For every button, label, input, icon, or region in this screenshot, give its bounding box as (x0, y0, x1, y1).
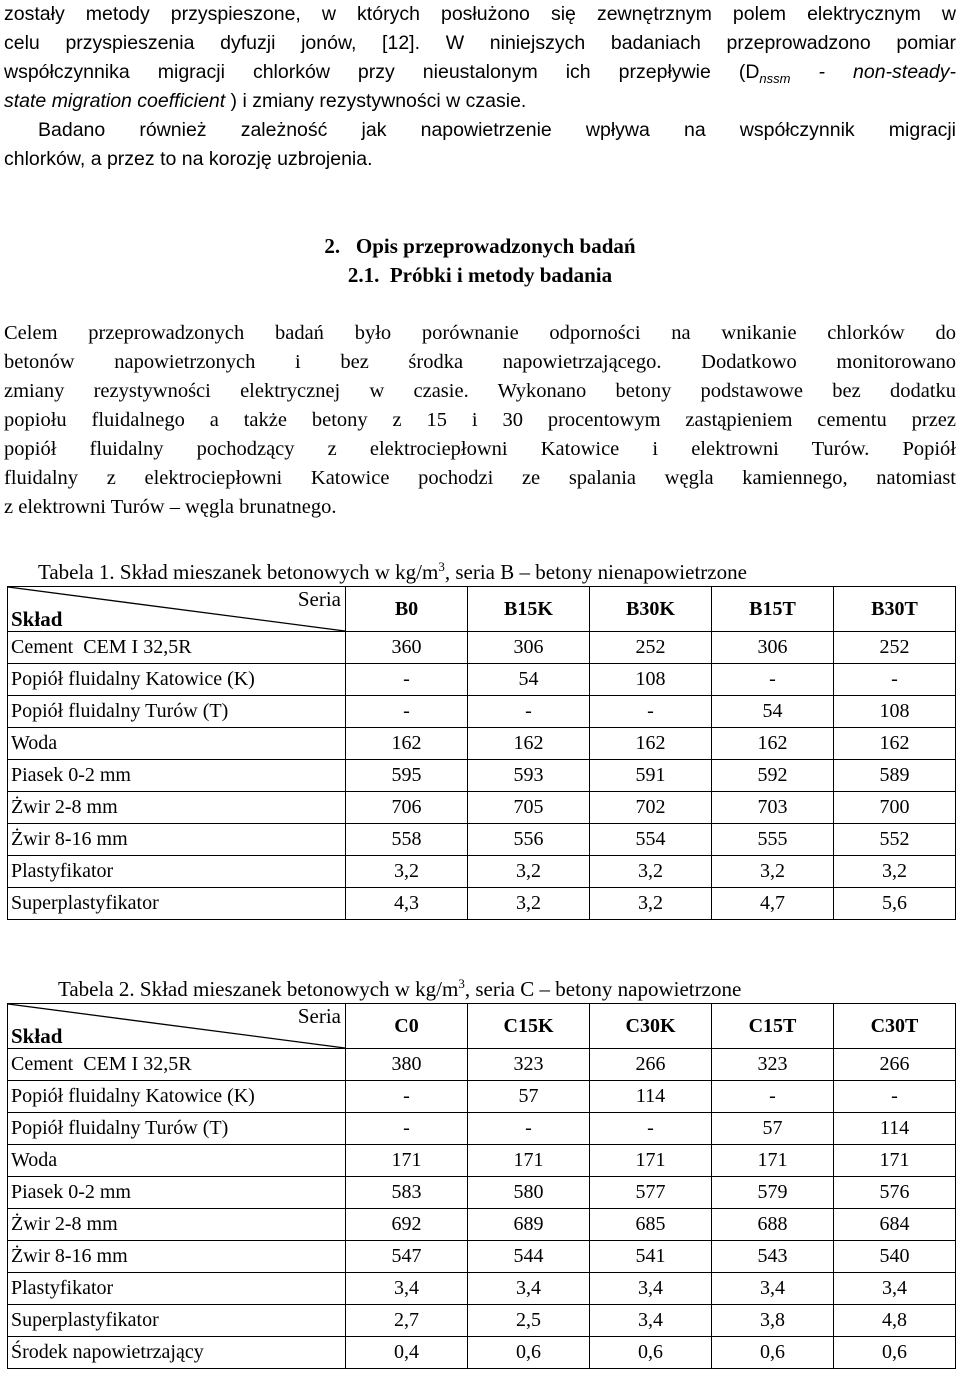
table-cell: 360 (346, 632, 468, 664)
table-cell: - (346, 1081, 468, 1113)
table-cell: 171 (468, 1145, 590, 1177)
table-corner-cell (8, 587, 346, 632)
table-header-row (8, 587, 956, 632)
column-header: C15T (712, 1004, 834, 1049)
row-label: Superplastyfikator (8, 888, 346, 920)
table-cell: 252 (590, 632, 712, 664)
table-cell: 552 (834, 824, 956, 856)
table-cell: 700 (834, 792, 956, 824)
row-label: Superplastyfikator (8, 1305, 346, 1337)
table-cell: 0,4 (346, 1337, 468, 1369)
column-header: B0 (346, 587, 468, 632)
table-row (8, 1209, 956, 1241)
table-cell: 595 (346, 760, 468, 792)
table-cell: 541 (590, 1241, 712, 1273)
table-cell: - (712, 664, 834, 696)
row-label: Woda (8, 1145, 346, 1177)
table-cell: 3,2 (834, 856, 956, 888)
table-row (8, 664, 956, 696)
intro-line: współczynnika migracji chlorków przy nieustalonym ich przepływie ($D_{nssm}$ - non-steady- (4, 61, 956, 86)
table-cell: 592 (712, 760, 834, 792)
table-cell: 3,4 (834, 1273, 956, 1305)
row-label: Cement CEM I 32,5R (8, 632, 346, 664)
row-label: Popiół fluidalny Katowice (K) (8, 664, 346, 696)
column-header: B15T (712, 587, 834, 632)
table-cell: 57 (712, 1113, 834, 1145)
table-cell: - (712, 1081, 834, 1113)
corner-label-sklad: Skład (11, 607, 63, 631)
table-row (8, 1113, 956, 1145)
table-cell: 3,4 (590, 1305, 712, 1337)
table-cell: 57 (468, 1081, 590, 1113)
table-cell: 3,4 (712, 1273, 834, 1305)
table-cell: - (346, 696, 468, 728)
table-cell: 171 (834, 1145, 956, 1177)
intro-paragraph (4, 0, 956, 174)
table-cell: 705 (468, 792, 590, 824)
table-cell: 3,4 (346, 1273, 468, 1305)
table-header-row (8, 1004, 956, 1049)
table-row (8, 1241, 956, 1273)
column-header: C30K (590, 1004, 712, 1049)
table-cell: 2,7 (346, 1305, 468, 1337)
table-cell: 114 (590, 1081, 712, 1113)
table-cell: 162 (712, 728, 834, 760)
table-cell: - (468, 696, 590, 728)
intro-line: celu przyspieszenia dyfuzji jonów, [12]. W niniejszych badaniach przeprowadzono pomiar (4, 32, 956, 54)
table-cell: 323 (468, 1049, 590, 1081)
body-line: z elektrowni Turów – węgla brunatnego. (4, 496, 337, 518)
body-paragraph (4, 319, 956, 522)
table-cell: 583 (346, 1177, 468, 1209)
table-cell: 3,2 (468, 888, 590, 920)
table-row (8, 888, 956, 920)
table-cell: 3,2 (346, 856, 468, 888)
table-cell: 3,2 (468, 856, 590, 888)
row-label: Woda (8, 728, 346, 760)
table-cell: 702 (590, 792, 712, 824)
table-cell: 554 (590, 824, 712, 856)
row-label: Żwir 8-16 mm (8, 1241, 346, 1273)
table-cell: 580 (468, 1177, 590, 1209)
table-cell: 54 (712, 696, 834, 728)
corner-label-sklad: Skład (11, 1024, 63, 1048)
table-cell: 162 (590, 728, 712, 760)
intro-line: zostały metody przyspieszone, w których posłużono się zewnętrznym polem elektrycznym w (4, 3, 956, 25)
intro-line: Badano również zależność jak napowietrzenie wpływa na współczynnik migracji (38, 119, 956, 141)
table-cell: 3,2 (712, 856, 834, 888)
table2-caption: Tabela 2. Skład mieszanek betonowych w $kg/m^3$, seria C – betony napowietrzone (58, 976, 742, 1001)
table-cell: 0,6 (468, 1337, 590, 1369)
table2 (7, 1003, 956, 1369)
table-cell: 577 (590, 1177, 712, 1209)
row-label: Żwir 2-8 mm (8, 792, 346, 824)
body-line: Celem przeprowadzonych badań było porównanie odporności na wnikanie chlorków do (4, 322, 956, 344)
table-corner-cell (8, 1004, 346, 1049)
table-cell: 266 (590, 1049, 712, 1081)
table-cell: 3,2 (590, 888, 712, 920)
table-cell: - (590, 696, 712, 728)
table-cell: 3,4 (590, 1273, 712, 1305)
corner-label-seria: Seria (297, 587, 341, 611)
table-cell: 589 (834, 760, 956, 792)
table-row (8, 728, 956, 760)
body-line: fluidalny z elektrociepłowni Katowice pochodzi ze spalania węgla kamiennego, natomiast (4, 467, 956, 489)
row-label: Popiół fluidalny Katowice (K) (8, 1081, 346, 1113)
table-cell: 54 (468, 664, 590, 696)
table1-caption: Tabela 1. Skład mieszanek betonowych w $kg/m^3$, seria B – betony nienapowietrzone (38, 559, 747, 584)
row-label: Żwir 2-8 mm (8, 1209, 346, 1241)
table-cell: 689 (468, 1209, 590, 1241)
column-header: C30T (834, 1004, 956, 1049)
table-cell: 306 (712, 632, 834, 664)
section-heading: 2. Opis przeprowadzonych badań (324, 234, 636, 258)
table-cell: 558 (346, 824, 468, 856)
row-label: Popiół fluidalny Turów (T) (8, 696, 346, 728)
table-cell: 252 (834, 632, 956, 664)
table-cell: 108 (834, 696, 956, 728)
table-row (8, 1337, 956, 1369)
subsection-heading: 2.1. Próbki i metody badania (347, 263, 613, 287)
table-cell: 171 (712, 1145, 834, 1177)
column-header: B30K (590, 587, 712, 632)
table-cell: 703 (712, 792, 834, 824)
table-cell: 4,8 (834, 1305, 956, 1337)
table-cell: - (346, 664, 468, 696)
column-header: C15K (468, 1004, 590, 1049)
table-cell: 0,6 (712, 1337, 834, 1369)
table-cell: 685 (590, 1209, 712, 1241)
row-label: Piasek 0-2 mm (8, 760, 346, 792)
table-cell: 547 (346, 1241, 468, 1273)
table-cell: 162 (346, 728, 468, 760)
intro-line: chlorków, a przez to na korozję uzbrojenia. (4, 148, 373, 170)
row-label: Cement CEM I 32,5R (8, 1049, 346, 1081)
table-cell: 2,5 (468, 1305, 590, 1337)
table-cell: 5,6 (834, 888, 956, 920)
table-row (8, 1273, 956, 1305)
table-row (8, 1145, 956, 1177)
table-cell: 266 (834, 1049, 956, 1081)
table-cell: - (468, 1113, 590, 1145)
table-cell: 0,6 (590, 1337, 712, 1369)
table-row (8, 1177, 956, 1209)
table-cell: 108 (590, 664, 712, 696)
table-cell: - (834, 664, 956, 696)
table-cell: 171 (346, 1145, 468, 1177)
table-cell: 692 (346, 1209, 468, 1241)
intro-line: state migration coefficient ) i zmiany rezystywności w czasie. (4, 90, 527, 112)
row-label: Żwir 8-16 mm (8, 824, 346, 856)
table-row (8, 1081, 956, 1113)
row-label: Piasek 0-2 mm (8, 1177, 346, 1209)
column-header: C0 (346, 1004, 468, 1049)
row-label: Plastyfikator (8, 1273, 346, 1305)
table-cell: 4,3 (346, 888, 468, 920)
row-label: Plastyfikator (8, 856, 346, 888)
table-cell: 591 (590, 760, 712, 792)
table-cell: 706 (346, 792, 468, 824)
table-cell: 543 (712, 1241, 834, 1273)
table-cell: 3,2 (590, 856, 712, 888)
table-cell: 556 (468, 824, 590, 856)
table-cell: 306 (468, 632, 590, 664)
body-line: popiół fluidalny pochodzący z elektrociepłowni Katowice i elektrowni Turów. Popiół (4, 438, 956, 460)
table-cell: 576 (834, 1177, 956, 1209)
table-cell: 540 (834, 1241, 956, 1273)
body-line: zmiany rezystywności elektrycznej w czasie. Wykonano betony podstawowe bez dodatku (4, 380, 956, 402)
table-cell: - (590, 1113, 712, 1145)
table-cell: 579 (712, 1177, 834, 1209)
table1 (7, 586, 956, 920)
subscript-nssm: nssm (759, 70, 791, 86)
table-row (8, 1305, 956, 1337)
corner-label-seria: Seria (297, 1004, 341, 1028)
row-label: Środek napowietrzający (8, 1337, 346, 1369)
table-row (8, 792, 956, 824)
table-cell: 323 (712, 1049, 834, 1081)
table-cell: - (346, 1113, 468, 1145)
table-cell: 3,4 (468, 1273, 590, 1305)
table-cell: 593 (468, 760, 590, 792)
table-cell: 684 (834, 1209, 956, 1241)
table-row (8, 1049, 956, 1081)
table-cell: 4,7 (712, 888, 834, 920)
table-cell: 162 (834, 728, 956, 760)
table-cell: 688 (712, 1209, 834, 1241)
table-cell: 380 (346, 1049, 468, 1081)
table-cell: 171 (590, 1145, 712, 1177)
table-row (8, 856, 956, 888)
table-cell: 0,6 (834, 1337, 956, 1369)
table-cell: 114 (834, 1113, 956, 1145)
table-row (8, 824, 956, 856)
table-row (8, 760, 956, 792)
table-cell: 544 (468, 1241, 590, 1273)
table-row (8, 696, 956, 728)
table-cell: - (834, 1081, 956, 1113)
body-line: betonów napowietrzonych i bez środka napowietrzającego. Dodatkowo monitorowano (4, 351, 956, 373)
table-row (8, 632, 956, 664)
column-header: B30T (834, 587, 956, 632)
table-cell: 555 (712, 824, 834, 856)
table-cell: 3,8 (712, 1305, 834, 1337)
body-line: popiołu fluidalnego a także betony z 15 i 30 procentowym zastąpieniem cementu przez (4, 409, 956, 431)
table-cell: 162 (468, 728, 590, 760)
column-header: B15K (468, 587, 590, 632)
row-label: Popiół fluidalny Turów (T) (8, 1113, 346, 1145)
